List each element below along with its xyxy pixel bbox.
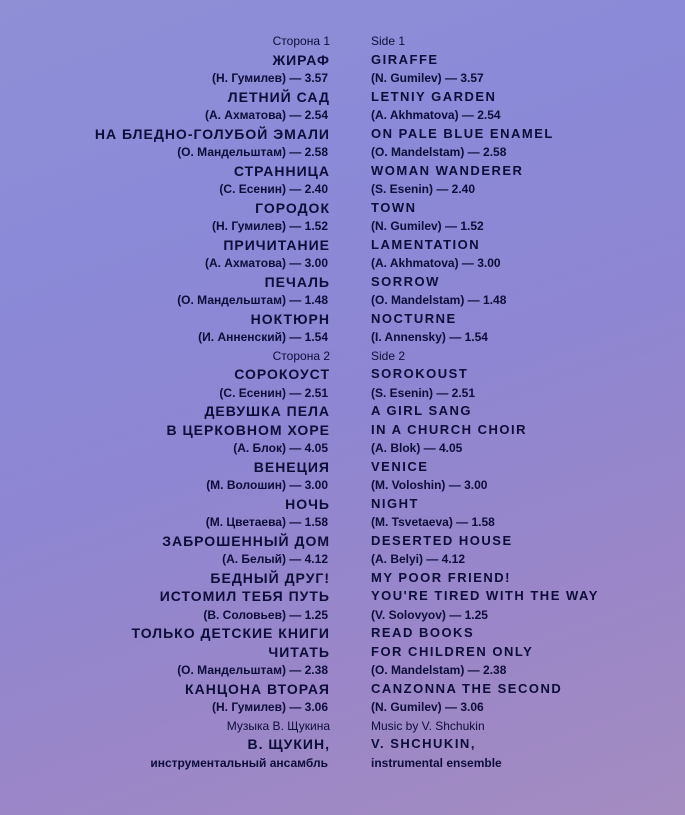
ru-track-title: ИСТОМИЛ ТЕБЯ ПУТЬ: [159, 588, 330, 604]
en-track-title: MY POOR FRIEND!: [371, 569, 511, 585]
ru-track-author-duration: (В. Соловьев) — 1.25: [203, 607, 328, 622]
ru-track-title: В ЦЕРКОВНОМ ХОРЕ: [166, 421, 330, 438]
en-track-title: ON PALE BLUE ENAMEL: [371, 125, 554, 141]
en-track-title: FOR CHILDREN ONLY: [371, 643, 534, 659]
ru-track-title: ТОЛЬКО ДЕТСКИЕ КНИГИ: [131, 625, 330, 641]
ru-track-title: НОЧЬ: [285, 495, 330, 512]
en-track-author-duration: (S. Esenin) — 2.40: [371, 182, 476, 196]
ru-track-title: ПЕЧАЛЬ: [264, 273, 330, 290]
en-track-author-duration: (O. Mandelstam) — 1.48: [371, 293, 507, 307]
ru-track-title: НОКТЮРН: [250, 310, 330, 327]
ru-track-title: ЛЕТНИЙ САД: [227, 88, 330, 105]
ru-track-author-duration: (Н. Гумилев) — 3.57: [212, 71, 328, 85]
ru-track-title: ЗАБРОШЕННЫЙ ДОМ: [162, 532, 330, 549]
ru-track-author-duration: (А. Ахматова) — 3.00: [204, 256, 328, 270]
ru-track-author-duration: (И. Анненский) — 1.54: [198, 330, 328, 344]
en-track-title: V. SHCHUKIN,: [371, 736, 476, 751]
en-track-title: LETNIY GARDEN: [371, 88, 497, 104]
en-track-title: TOWN: [371, 199, 417, 215]
ru-track-title: СОРОКОУСТ: [234, 366, 330, 382]
en-track-author-duration: (M. Tsvetaeva) — 1.58: [371, 515, 495, 529]
en-track-author-duration: (O. Mandelstam) — 2.58: [371, 145, 507, 159]
ru-side-heading: Музыка В. Щукина: [226, 718, 330, 733]
ru-side-heading: Сторона 2: [272, 348, 330, 363]
ru-track-author-duration: (С. Есенин) — 2.40: [219, 182, 328, 196]
en-side-heading: Side 1: [371, 34, 406, 48]
en-track-author-duration: (N. Gumilev) — 1.52: [371, 219, 484, 233]
en-track-title: DESERTED HOUSE: [371, 532, 513, 548]
english-tracklist-column: [371, 32, 599, 772]
en-track-title: NIGHT: [371, 495, 419, 511]
en-track-title: READ BOOKS: [371, 625, 475, 640]
en-track-title: GIRAFFE: [371, 51, 439, 67]
en-track-author-duration: (V. Solovyov) — 1.25: [371, 607, 488, 622]
en-track-title: SORROW: [371, 273, 440, 289]
ru-track-author-duration: (М. Цветаева) — 1.58: [205, 515, 328, 529]
en-track-author-duration: (O. Mandelstam) — 2.38: [371, 663, 507, 677]
en-track-author-duration: (A. Akhmatova) — 2.54: [371, 108, 501, 122]
ru-track-author-duration: (М. Волошин) — 3.00: [206, 478, 328, 492]
en-track-author-duration: (N. Gumilev) — 3.57: [371, 71, 484, 85]
russian-tracklist-column: [95, 32, 330, 772]
en-side-heading: Side 2: [371, 348, 406, 363]
en-track-title: IN A CHURCH CHOIR: [371, 421, 527, 437]
ru-track-title: В. ЩУКИН,: [247, 736, 330, 752]
en-track-author-duration: (A. Akhmatova) — 3.00: [371, 256, 501, 270]
en-track-author-duration: (I. Annensky) — 1.54: [371, 330, 488, 344]
ru-track-author-duration: (О. Мандельштам) — 2.58: [177, 145, 328, 159]
ru-track-author-duration: (Н. Гумилев) — 3.06: [212, 700, 328, 714]
ru-track-title: КАНЦОНА ВТОРАЯ: [185, 680, 330, 697]
ru-track-author-duration: инструментальный ансамбль: [150, 755, 328, 770]
en-track-author-duration: (A. Belyi) — 4.12: [371, 552, 466, 566]
ru-track-title: ВЕНЕЦИЯ: [253, 458, 330, 475]
en-track-author-duration: (S. Esenin) — 2.51: [371, 385, 476, 400]
en-track-author-duration: (N. Gumilev) — 3.06: [371, 700, 484, 714]
ru-track-title: ПРИЧИТАНИЕ: [223, 236, 330, 253]
ru-track-author-duration: (Н. Гумилев) — 1.52: [212, 219, 328, 233]
en-track-author-duration: instrumental ensemble: [371, 755, 502, 770]
en-track-title: NOCTURNE: [371, 310, 457, 326]
en-track-title: LAMENTATION: [371, 236, 481, 252]
en-track-title: A GIRL SANG: [371, 403, 473, 418]
ru-track-title: ГОРОДОК: [255, 199, 330, 216]
en-side-heading: Music by V. Shchukin: [371, 718, 485, 733]
ru-track-title: СТРАННИЦА: [233, 162, 330, 179]
ru-track-author-duration: (О. Мандельштам) — 1.48: [177, 293, 328, 307]
en-track-author-duration: (A. Blok) — 4.05: [371, 441, 463, 455]
en-track-title: WOMAN WANDERER: [371, 162, 524, 178]
ru-track-title: НА БЛЕДНО-ГОЛУБОЙ ЭМАЛИ: [94, 125, 330, 142]
en-track-title: SOROKOUST: [371, 366, 469, 381]
ru-track-author-duration: (А. Ахматова) — 2.54: [204, 108, 328, 122]
ru-track-author-duration: (А. Блок) — 4.05: [233, 441, 328, 455]
ru-track-author-duration: (О. Мандельштам) — 2.38: [177, 663, 328, 677]
ru-track-title: БЕДНЫЙ ДРУГ!: [210, 569, 330, 586]
en-track-author-duration: (M. Voloshin) — 3.00: [371, 478, 488, 492]
ru-side-heading: Сторона 1: [272, 34, 330, 48]
en-track-title: CANZONNA THE SECOND: [371, 680, 563, 696]
ru-track-author-duration: (А. Белый) — 4.12: [222, 552, 328, 566]
en-track-title: VENICE: [371, 458, 429, 474]
en-track-title: YOU'RE TIRED WITH THE WAY: [371, 588, 599, 603]
ru-track-author-duration: (С. Есенин) — 2.51: [219, 385, 328, 400]
ru-track-title: ДЕВУШКА ПЕЛА: [204, 403, 330, 419]
ru-track-title: ЖИРАФ: [272, 51, 330, 68]
ru-track-title: ЧИТАТЬ: [268, 643, 330, 660]
